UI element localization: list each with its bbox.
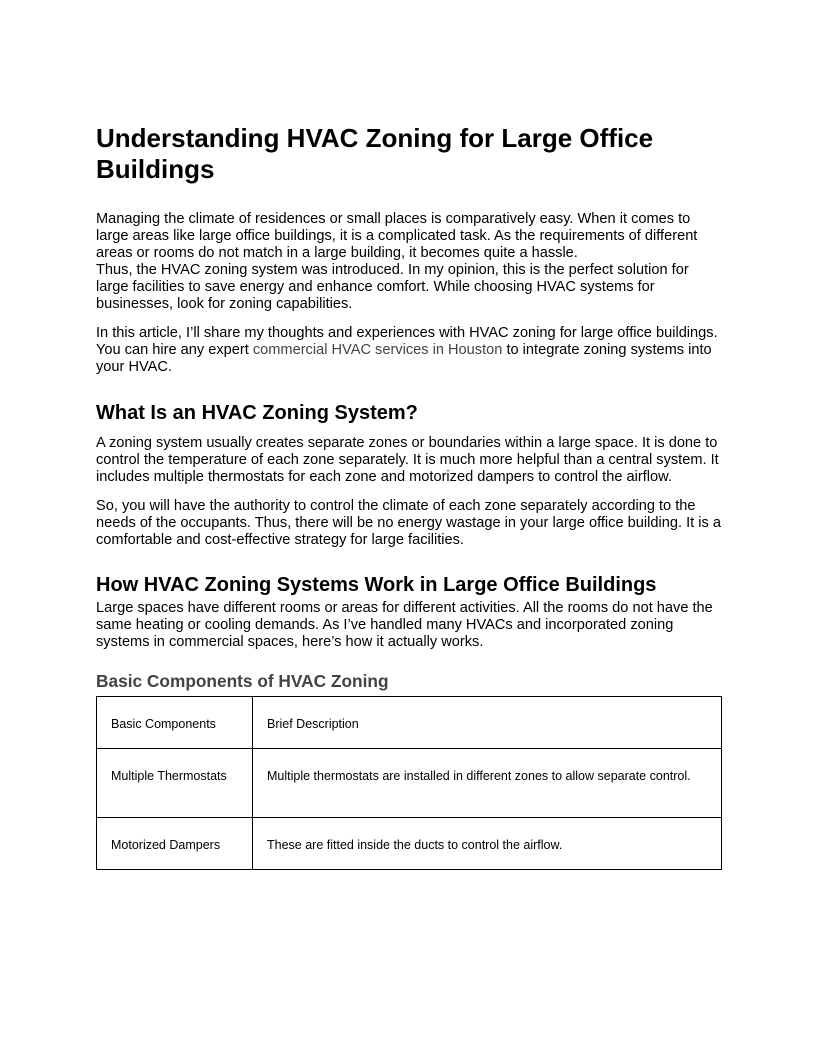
section2-paragraph-1: Large spaces have different rooms or areas for different activities. All the rooms do not have the same heating or cooling demands. As I’ve handled many HVACs and incorporated zoning systems in commercial spaces, here’s how it actually works. — [96, 600, 713, 650]
table-header-cell: Basic Components — [97, 697, 253, 749]
table-row — [97, 749, 722, 818]
intro-paragraph-2-end: to integrate zoning systems into your HVAC. — [96, 342, 712, 375]
intro-paragraph-2-start: In this article, I’ll share my thoughts and experiences with HVAC zoning for large office buildings. You can hire any expert — [96, 325, 718, 358]
section1-paragraph-2: So, you will have the authority to control the climate of each zone separately according to the needs of the occupants. Thus, there will be no energy wastage in your large office building. It is a comfortable and cost-effective strategy for large facilities. — [96, 498, 721, 548]
intro-paragraph-2 — [96, 325, 724, 376]
table-header-row — [97, 697, 722, 749]
page-title: Understanding HVAC Zoning for Large Office Buildings — [96, 123, 654, 184]
subheading-basic-components: Basic Components of HVAC Zoning — [96, 671, 389, 691]
intro-paragraph-1: Managing the climate of residences or small places is comparatively easy. When it comes to large areas like large office buildings, it is a complicated task. As the requirements of different areas or rooms do not match in a large building, it becomes quite a hassle. — [96, 211, 698, 261]
section-heading-what-is: What Is an HVAC Zoning System? — [96, 402, 418, 424]
section1-paragraph-1: A zoning system usually creates separate zones or boundaries within a large space. It is done to control the temperature of each zone separately. It is much more helpful than a central system. It includes multiple thermostats for each zone and motorized dampers to control the airflow. — [96, 435, 719, 485]
table-cell: Multiple thermostats are installed in different zones to allow separate control. — [253, 749, 722, 818]
intro-paragraph-1b: Thus, the HVAC zoning system was introduced. In my opinion, this is the perfect solution for large facilities to save energy and enhance comfort. While choosing HVAC systems for businesses, look for zoning capabilities. — [96, 262, 689, 312]
table-header-cell: Brief Description — [253, 697, 722, 749]
section-heading-how-it-works: How HVAC Zoning Systems Work in Large Office Buildings — [96, 574, 657, 596]
table-cell: Motorized Dampers — [97, 818, 253, 870]
components-table — [96, 696, 722, 870]
table-cell: These are fitted inside the ducts to control the airflow. — [253, 818, 722, 870]
commercial-hvac-link[interactable]: commercial HVAC services in Houston — [252, 342, 503, 358]
document-content — [96, 123, 724, 870]
table-cell: Multiple Thermostats — [97, 749, 253, 818]
table-row — [97, 818, 722, 870]
